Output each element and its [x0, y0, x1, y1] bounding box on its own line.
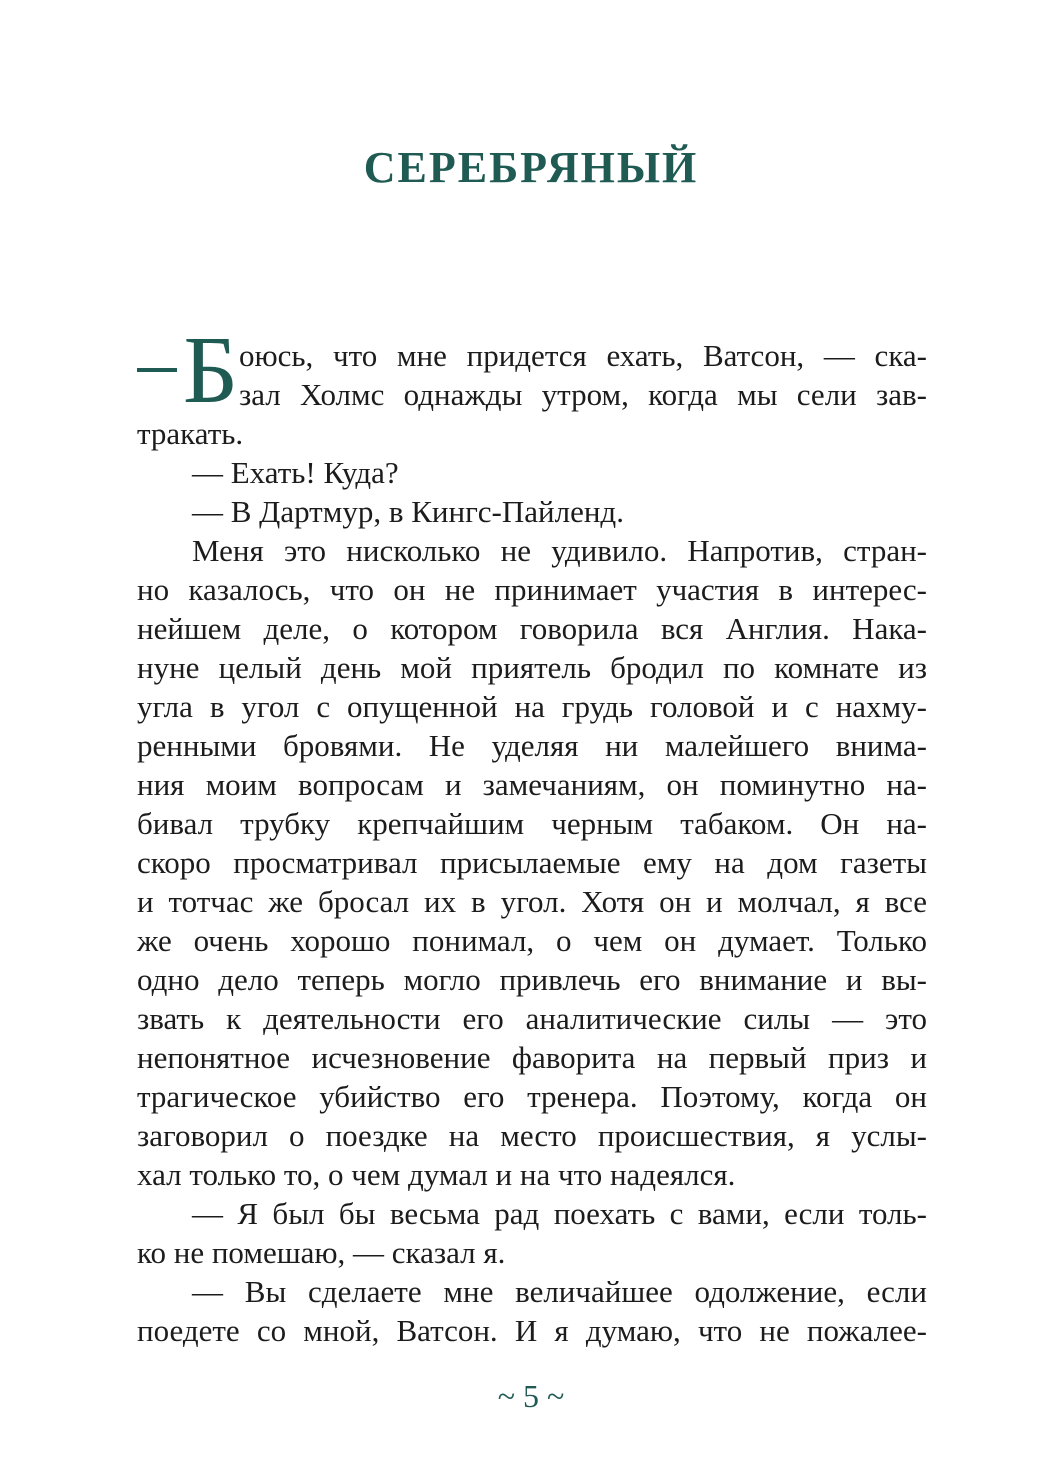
text-line: — Ехать! Куда?: [192, 455, 399, 490]
text-line: заговорил о поездке на место происшествия, я услы-: [137, 1118, 927, 1153]
text-line: угла в угол с опущенной на грудь головой и с нахму-: [137, 689, 927, 724]
text-line: ренными бровями. Не уделяя ни малейшего внима-: [137, 728, 927, 763]
text-line: оюсь, что мне придется ехать, Ватсон, — ска-: [239, 338, 927, 373]
text-line: — В Дартмур, в Кингс-Пайленд.: [192, 494, 624, 529]
text-line: скоро просматривал присылаемые ему на дом газеты: [137, 845, 927, 880]
body-text: [137, 316, 927, 1350]
page-number: ~ 5 ~: [497, 1378, 565, 1414]
text-line: — Я был бы весьма рад поехать с вами, если толь-: [192, 1196, 927, 1231]
text-line: ко не помешаю, — сказал я.: [137, 1235, 506, 1270]
chapter-title: СЕРЕБРЯНЫЙ: [363, 143, 699, 192]
opening-paragraph: [137, 316, 927, 423]
drop-cap: Б: [183, 316, 239, 423]
text-line: трагическое убийство его тренера. Поэтому, когда он: [137, 1079, 927, 1114]
text-line: Меня это нисколько не удивило. Напротив, стран-: [192, 533, 927, 568]
text-line: — Вы сделаете мне величайшее одолжение, если: [192, 1274, 927, 1309]
text-line: и тотчас же бросал их в угол. Хотя он и молчал, я все: [137, 884, 927, 919]
text-line: поедете со мной, Ватсон. И я думаю, что не пожалее-: [137, 1313, 927, 1348]
text-line: звать к деятельности его аналитические силы — это: [137, 1001, 927, 1036]
text-line: нейшем деле, о котором говорила вся Англия. Нака-: [137, 611, 927, 646]
text-line: ния моим вопросам и замечаниям, он поминутно на-: [137, 767, 927, 802]
text-line: зал Холмс однажды утром, когда мы сели зав-: [239, 377, 927, 412]
text-line: нуне целый день мой приятель бродил по комнате из: [137, 650, 927, 685]
em-dash-ornament: [137, 368, 177, 372]
text-line: же очень хорошо понимал, о чем он думает. Только: [137, 923, 927, 958]
text-line: но казалось, что он не принимает участия в интерес-: [137, 572, 927, 607]
text-line: одно дело теперь могло привлечь его внимание и вы-: [137, 962, 927, 997]
text-line: тракать.: [137, 416, 244, 451]
text-line: непонятное исчезновение фаворита на первый приз и: [137, 1040, 927, 1075]
text-line: хал только то, о чем думал и на что надеялся.: [137, 1157, 736, 1192]
text-line: бивал трубку крепчайшим черным табаком. Он на-: [137, 806, 927, 841]
